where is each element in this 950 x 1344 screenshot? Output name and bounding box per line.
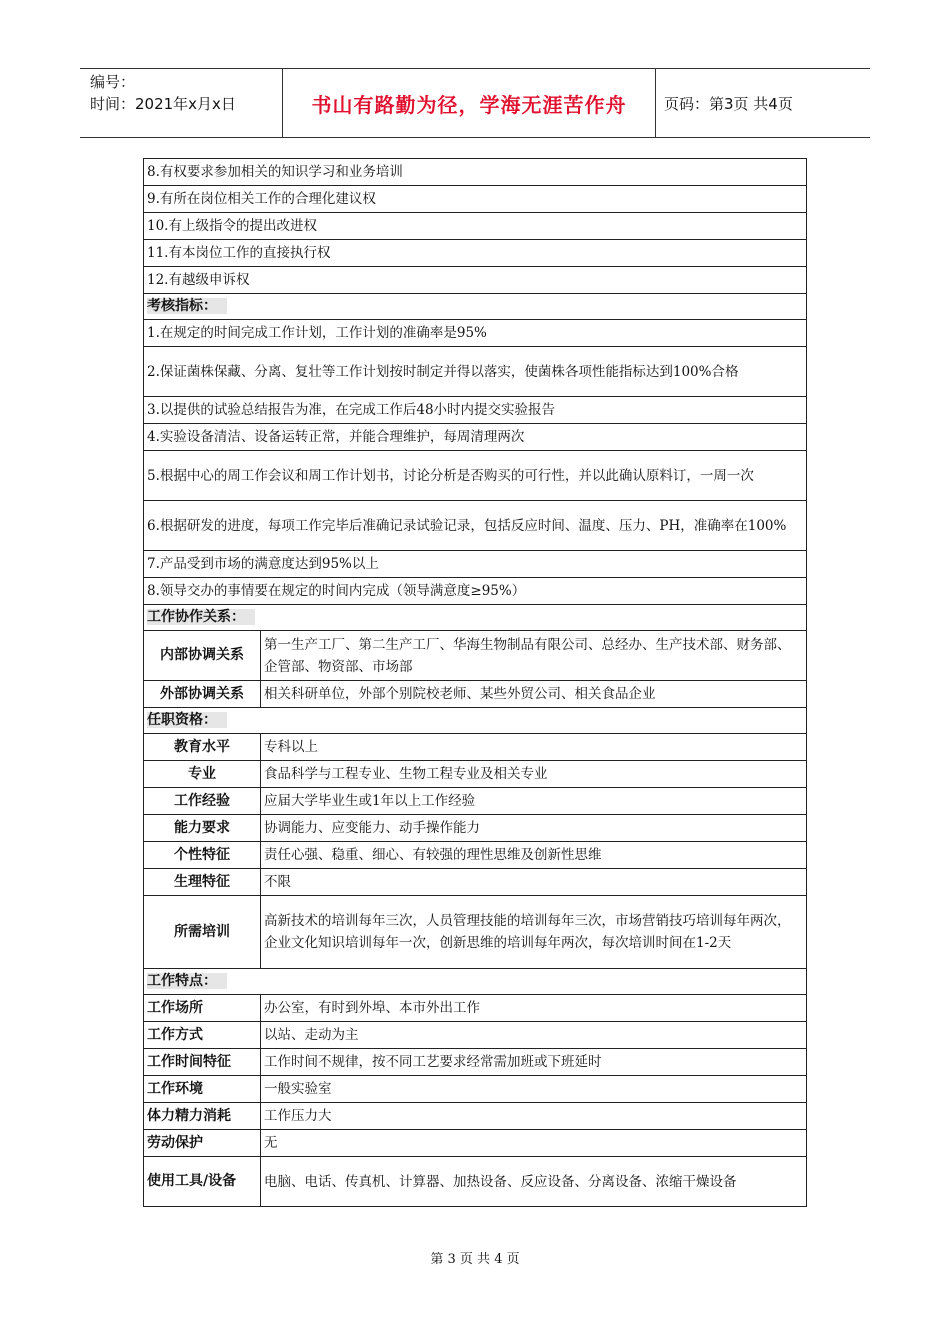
rights-item: 10.有上级指令的提出改进权 [144, 213, 807, 240]
rights-item: 9.有所在岗位相关工作的合理化建议权 [144, 186, 807, 213]
row-value: 工作压力大 [261, 1103, 807, 1130]
row-label: 内部协调关系 [144, 631, 261, 681]
rights-item: 11.有本岗位工作的直接执行权 [144, 240, 807, 267]
row-label: 外部协调关系 [144, 681, 261, 708]
assessment-item: 8.领导交办的事情要在规定的时间内完成（领导满意度≥95%） [144, 578, 807, 605]
row-label: 专业 [144, 761, 261, 788]
row-value: 电脑、电话、传真机、计算器、加热设备、反应设备、分离设备、浓缩干燥设备 [261, 1157, 807, 1207]
row-label: 工作时间特征 [144, 1049, 261, 1076]
row-value: 无 [261, 1130, 807, 1157]
rights-item: 8.有权要求参加相关的知识学习和业务培训 [144, 159, 807, 186]
row-value: 一般实验室 [261, 1076, 807, 1103]
assessment-item: 1.在规定的时间完成工作计划，工作计划的准确率是95% [144, 320, 807, 347]
rights-item: 12.有越级申诉权 [144, 267, 807, 294]
section-heading-assessment: 考核指标： [144, 294, 807, 320]
row-label: 劳动保护 [144, 1130, 261, 1157]
page-header [80, 68, 870, 138]
document-date-label: 时间：2021年x月x日 [90, 95, 236, 113]
row-label: 工作环境 [144, 1076, 261, 1103]
assessment-item: 4.实验设备清洁、设备运转正常，并能合理维护，每周清理两次 [144, 424, 807, 451]
row-value: 食品科学与工程专业、生物工程专业及相关专业 [261, 761, 807, 788]
row-value: 高新技术的培训每年三次，人员管理技能的培训每年三次，市场营销技巧培训每年两次，企业文化知识培训每年一次，创新思维的培训每年两次，每次培训时间在1-2天 [261, 896, 807, 969]
row-label: 工作场所 [144, 995, 261, 1022]
job-description-table [143, 158, 807, 1207]
row-label: 教育水平 [144, 734, 261, 761]
assessment-item: 6.根据研发的进度，每项工作完毕后准确记录试验记录，包括反应时间、温度、压力、PH，准确率在100% [144, 501, 807, 551]
assessment-item: 5.根据中心的周工作会议和周工作计划书，讨论分析是否购买的可行性，并以此确认原料订，一周一次 [144, 451, 807, 501]
section-heading-qualification: 任职资格： [144, 708, 807, 734]
row-value: 办公室，有时到外埠、本市外出工作 [261, 995, 807, 1022]
header-page-number: 页码：第3页 共4页 [664, 94, 793, 113]
row-value: 应届大学毕业生或1年以上工作经验 [261, 788, 807, 815]
row-value: 不限 [261, 869, 807, 896]
row-label: 工作经验 [144, 788, 261, 815]
header-motto: 书山有路勤为径，学海无涯苦作舟 [282, 69, 656, 137]
header-meta [90, 71, 280, 115]
assessment-item: 2.保证菌株保藏、分离、复壮等工作计划按时制定并得以落实，使菌株各项性能指标达到100%合格 [144, 347, 807, 397]
document-number-label: 编号： [90, 73, 136, 91]
row-label: 体力精力消耗 [144, 1103, 261, 1130]
row-label: 所需培训 [144, 896, 261, 969]
section-heading-features: 工作特点： [144, 969, 807, 995]
row-label: 个性特征 [144, 842, 261, 869]
page-footer: 第 3 页 共 4 页 [430, 1252, 520, 1267]
row-value: 工作时间不规律，按不同工艺要求经常需加班或下班延时 [261, 1049, 807, 1076]
row-label: 能力要求 [144, 815, 261, 842]
row-value: 责任心强、稳重、细心、有较强的理性思维及创新性思维 [261, 842, 807, 869]
row-value: 相关科研单位，外部个别院校老师、某些外贸公司、相关食品企业 [261, 681, 807, 708]
row-value: 专科以上 [261, 734, 807, 761]
row-value: 以站、走动为主 [261, 1022, 807, 1049]
section-heading-cooperation: 工作协作关系： [144, 605, 807, 631]
assessment-item: 3.以提供的试验总结报告为准，在完成工作后48小时内提交实验报告 [144, 397, 807, 424]
row-label: 工作方式 [144, 1022, 261, 1049]
row-value: 协调能力、应变能力、动手操作能力 [261, 815, 807, 842]
assessment-item: 7.产品受到市场的满意度达到95%以上 [144, 551, 807, 578]
row-label: 使用工具/设备 [144, 1157, 261, 1207]
row-value: 第一生产工厂、第二生产工厂、华海生物制品有限公司、总经办、生产技术部、财务部、企管部、物资部、市场部 [261, 631, 807, 681]
row-label: 生理特征 [144, 869, 261, 896]
